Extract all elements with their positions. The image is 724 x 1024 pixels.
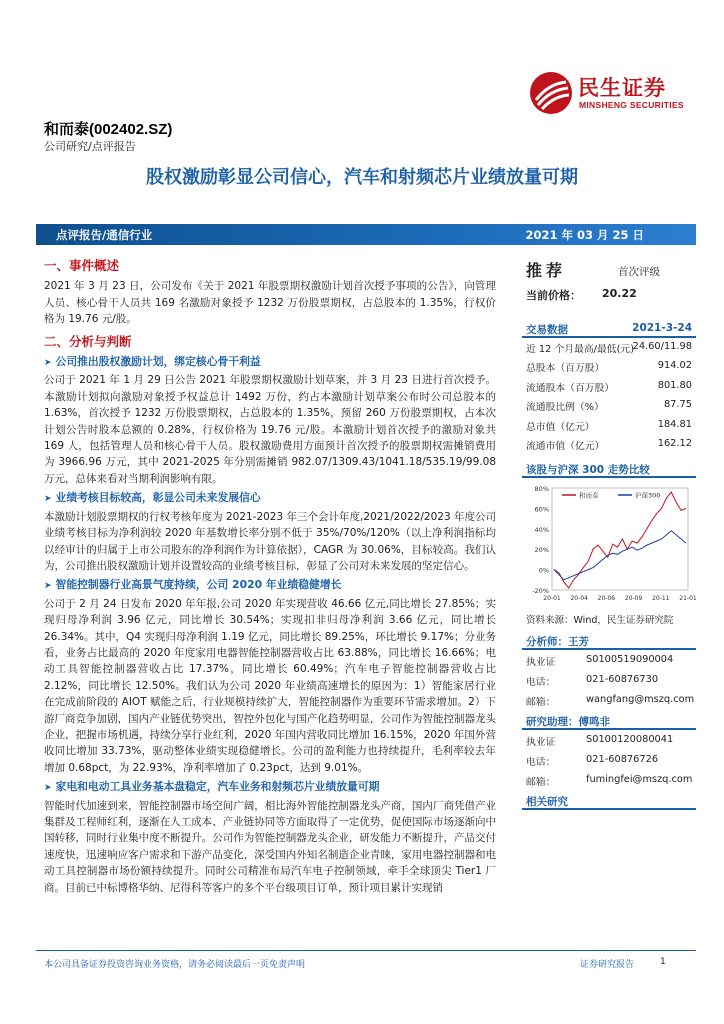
subsection-title (44, 354, 496, 371)
assistant-value: S0100120080041 (586, 734, 674, 746)
x-tick-label: 20-04 (570, 595, 588, 603)
report-title: 股权激励彰显公司信心，汽车和射频芯片业绩放量可期 (146, 167, 578, 188)
analyst-label: 执业证 (526, 657, 556, 669)
trade-data-row (522, 396, 696, 415)
event-paragraph: 2021 年 3 月 23 日，公司发布《关于 2021 年股票期权激励计划首次授予事项的公告》，向管理人员、核心骨干人员共 169 名激励对象授予 1232 万份股票期权，占总股本的 1.35%，行权价格为 19.76 元/股。 (44, 280, 496, 326)
trade-data-label: 流通市值（亿元） (526, 440, 605, 452)
assistant-header (522, 710, 696, 730)
arrow-icon: ➤ (44, 358, 52, 369)
subsection-paragraph: 公司于 2021 年 1 月 29 日公告 2021 年股票期权激励计划草案，并 3 月 23 日进行首次授予。本激励计划拟向激励对象授予权益总计 1492 万份，约占本激励计划草案公布时公司总股本的 1.63%，首次授予 1232 万份股票期权，占总股本的 1.35%，预留 260 万份股票期权，占本次计划公告时股本总额的 0.28%，行权价格为 19.76 元/股。本激励计划首次授予的激励对象共 169 人，包括管理人员和核心骨干人员。股权激励费用方面预计首次授予的股票期权需摊销费用为 3966.96 万元，其中 2021-2025 年分别需摊销 982.07/1309.43/1041.18/535.19/99.08 万元，总体来看对当期利润影响有限。 (44, 374, 496, 485)
trade-data-row (522, 357, 696, 376)
trade-data-row (522, 416, 696, 435)
arrow-icon: ➤ (44, 581, 52, 592)
trade-data-row (522, 377, 696, 396)
y-tick-label: 80% (534, 485, 549, 494)
related-research-header (522, 790, 696, 810)
y-tick-label: 60% (534, 505, 549, 514)
logo-cn: 民生证券 (578, 76, 666, 100)
x-tick-label: 21-01 (679, 595, 697, 603)
analyst-title: 分析师：王芳 (526, 636, 589, 649)
subsection-title (44, 779, 496, 796)
analyst-value: 021-60876730 (586, 674, 659, 686)
trade-data-label: 流通股比例（%） (526, 402, 604, 414)
y-tick-label: 40% (534, 526, 549, 535)
subsection-title (44, 577, 496, 594)
chart-header (522, 458, 696, 478)
trade-data-value: 87.75 (663, 399, 692, 411)
section-title-2: 二、分析与判断 (44, 333, 132, 349)
report-type: 公司研究/点评报告 (44, 140, 136, 153)
trade-data-value: 24.60/11.98 (632, 341, 692, 352)
rating-value: 推荐 (526, 261, 567, 280)
banner-date: 2021 年 03 月 25 日 (525, 228, 644, 242)
assistant-value: 021-60876726 (586, 754, 659, 766)
trade-data-value: 801.80 (657, 379, 692, 391)
assistant-info (522, 730, 696, 790)
analyst-row (522, 670, 696, 690)
company-name: 和而泰(002402.SZ) (44, 121, 173, 138)
y-tick-label: 20% (534, 546, 549, 555)
trade-data-table (522, 338, 696, 454)
trade-data-value: 162.12 (657, 437, 692, 449)
related-research-title: 相关研究 (526, 796, 568, 809)
analyst-value: S0100519090004 (586, 654, 674, 666)
footer-divider (36, 950, 696, 951)
assistant-value: fumingfei@mszq.com (586, 774, 693, 786)
legend-label: 和而泰 (579, 491, 599, 500)
category-banner (36, 224, 696, 245)
footer-label: 证券研究报告 (580, 960, 635, 970)
price-label: 当前价格： (526, 289, 581, 302)
assistant-label: 执业证 (526, 737, 556, 749)
trade-data-label: 总市值（亿元） (526, 421, 595, 433)
trade-data-row (522, 435, 696, 454)
subsection-title-text: 公司推出股权激励计划，绑定核心骨干利益 (55, 355, 261, 369)
analyst-label: 电话： (526, 677, 556, 689)
analyst-label: 邮箱： (526, 697, 556, 709)
assistant-label: 邮箱： (526, 777, 556, 789)
x-tick-label: 20-11 (652, 595, 670, 603)
minsheng-logo-icon (528, 70, 574, 116)
price-value: 20.22 (602, 287, 637, 300)
section-title-1: 一、事件概述 (44, 258, 120, 273)
banner-category: 点评报告/通信行业 (56, 228, 153, 242)
report-header (0, 0, 724, 153)
price-trend-svg (522, 478, 696, 610)
plot-area (552, 488, 688, 590)
broker-logo (528, 70, 698, 118)
legend-label: 沪深300 (635, 491, 661, 500)
analyst-header (522, 630, 696, 650)
subsection-paragraph: 公司于 2 月 24 日发布 2020 年年报,公司 2020 年实现营收 46.66 亿元,同比增长 27.85%；实现归母净利润 3.96 亿元，同比增长 30.54%；实现扣非归母净利润 3.66 亿元，同比增长 26.34%。其中，Q4 实现归母净利润 1.19 亿元，同比增长 89.25%，环比增长 9.17%；分业务看，业务占比最高的 2020 年度家用电器智能控制器营收占比 63.88%，同比增长 16.66%；电动工具智能控制器营收占比 17.37%，同比增长 60.49%；汽车电子智能控制器营收占比 2.12%，同比增长 12.50%。我们认为公司 2020 年业绩高速增长的原因为：1）智能家居行业在完成前阶段的 AIOT 赋能之后，行业规模持续扩大，智能控制器作为重要环节需求增加。2）下游厂商竞争加剧，国内产业链优势突出，智控外包化与国产化趋势明显，公司作为智能控制器龙头企业，把握市场机遇，持续分享行业红利，2020 年国内营收同比增加 16.15%，2020 年国外营收同比增加 33.73%，驱动整体业绩实现稳健增长。公司的盈利能力也持续提升，毛利率较去年增加 0.68pct，为 22.93%，净利率增加了 0.23pct，达到 9.01%。 (44, 597, 496, 774)
sidebar (522, 258, 696, 810)
y-tick-label: -20% (532, 587, 549, 596)
current-price (522, 284, 696, 308)
subsection-title-text: 家电和电动工具业务基本盘稳定，汽车业务和射频芯片业绩放量可期 (55, 780, 380, 794)
arrow-icon: ➤ (44, 783, 52, 794)
assistant-label: 电话： (526, 757, 556, 769)
trade-data-title: 交易数据 (526, 324, 568, 336)
subsection-title-text: 智能控制器行业高景气度持续，公司 2020 年业绩稳健增长 (55, 578, 342, 592)
subsection-paragraph: 智能时代加速到来，智能控制器市场空间广阔，相比海外智能控制器龙头产商，国内厂商凭借产业集群及工程师红利，逐渐在人工成本、产业链协同等方面取得了一定优势，促使国际市场逐渐向中国转移，同时行业集中度不断提升。公司作为智能控制器龙头企业，研发能力不断提升，产品交付速度快，迅速响应客户需求和下游产品变化，深受国内外知名制造企业青睐，家用电器控制器和电动工具控制器市场份额持续提升。同时公司精准布局汽车电子控制领域，牵手全球顶尖 Tier1 厂商。目前已中标博格华纳、尼得科等客户的多个平台级项目订单，预计项目累计实现销 (44, 799, 496, 894)
subsection-title (44, 490, 496, 507)
analyst-value: wangfang@mszq.com (586, 694, 695, 706)
trade-data-label: 近 12 个月最高/最低(元) (526, 344, 635, 355)
y-tick-label: 0% (538, 566, 549, 575)
page-number: 1 (660, 957, 666, 967)
trade-data-row (522, 338, 696, 357)
trade-data-value: 184.81 (657, 418, 692, 430)
trade-data-label: 总股本（百万股） (526, 363, 605, 375)
trade-data-value: 914.02 (657, 360, 692, 372)
analyst-row (522, 650, 696, 670)
x-tick-label: 20-01 (543, 595, 561, 603)
x-tick-label: 20-09 (624, 595, 643, 603)
chart-title: 该股与沪深 300 走势比较 (526, 464, 650, 477)
rating-note: 首次评级 (618, 266, 660, 278)
assistant-row (522, 770, 696, 790)
arrow-icon: ➤ (44, 494, 52, 505)
subsection-paragraph: 本激励计划股票期权的行权考核年度为 2021-2023 年三个会计年度,2021/2022/2023 年度公司业绩考核目标为净利润较 2020 年基数增长率分别不低于 35%/70%/120%（以上净利润指标均以经审计的归属于上市公司股东的净利润作为计算依据），CAGR 为 30.06%，目标较高。我们认为，公司推出股权激励计划并设置较高的业绩考核目标，彰显了公司对未来发展的坚定信心。 (44, 510, 496, 572)
assistant-row (522, 730, 696, 750)
trade-data-label: 流通股本（百万股） (526, 382, 615, 394)
price-trend-chart (522, 478, 696, 610)
assistant-title: 研究助理：傅鸣非 (526, 716, 610, 729)
x-tick-label: 20-06 (597, 595, 616, 603)
trade-data-header (522, 318, 696, 338)
subsection-title-text: 业绩考核目标较高，彰显公司未来发展信心 (55, 491, 261, 505)
analyst-row (522, 690, 696, 710)
rating (522, 258, 696, 284)
assistant-row (522, 750, 696, 770)
trade-data-date: 2021-3-24 (632, 322, 692, 334)
analyst-info (522, 650, 696, 710)
main-content (44, 256, 496, 894)
chart-source: 资料来源：Wind，民生证券研究院 (526, 615, 674, 627)
footer-disclaimer: 本公司具备证券投资咨询业务资格，请务必阅读最后一页免责声明 (44, 960, 306, 970)
logo-en: MINSHENG SECURITIES (579, 100, 684, 110)
